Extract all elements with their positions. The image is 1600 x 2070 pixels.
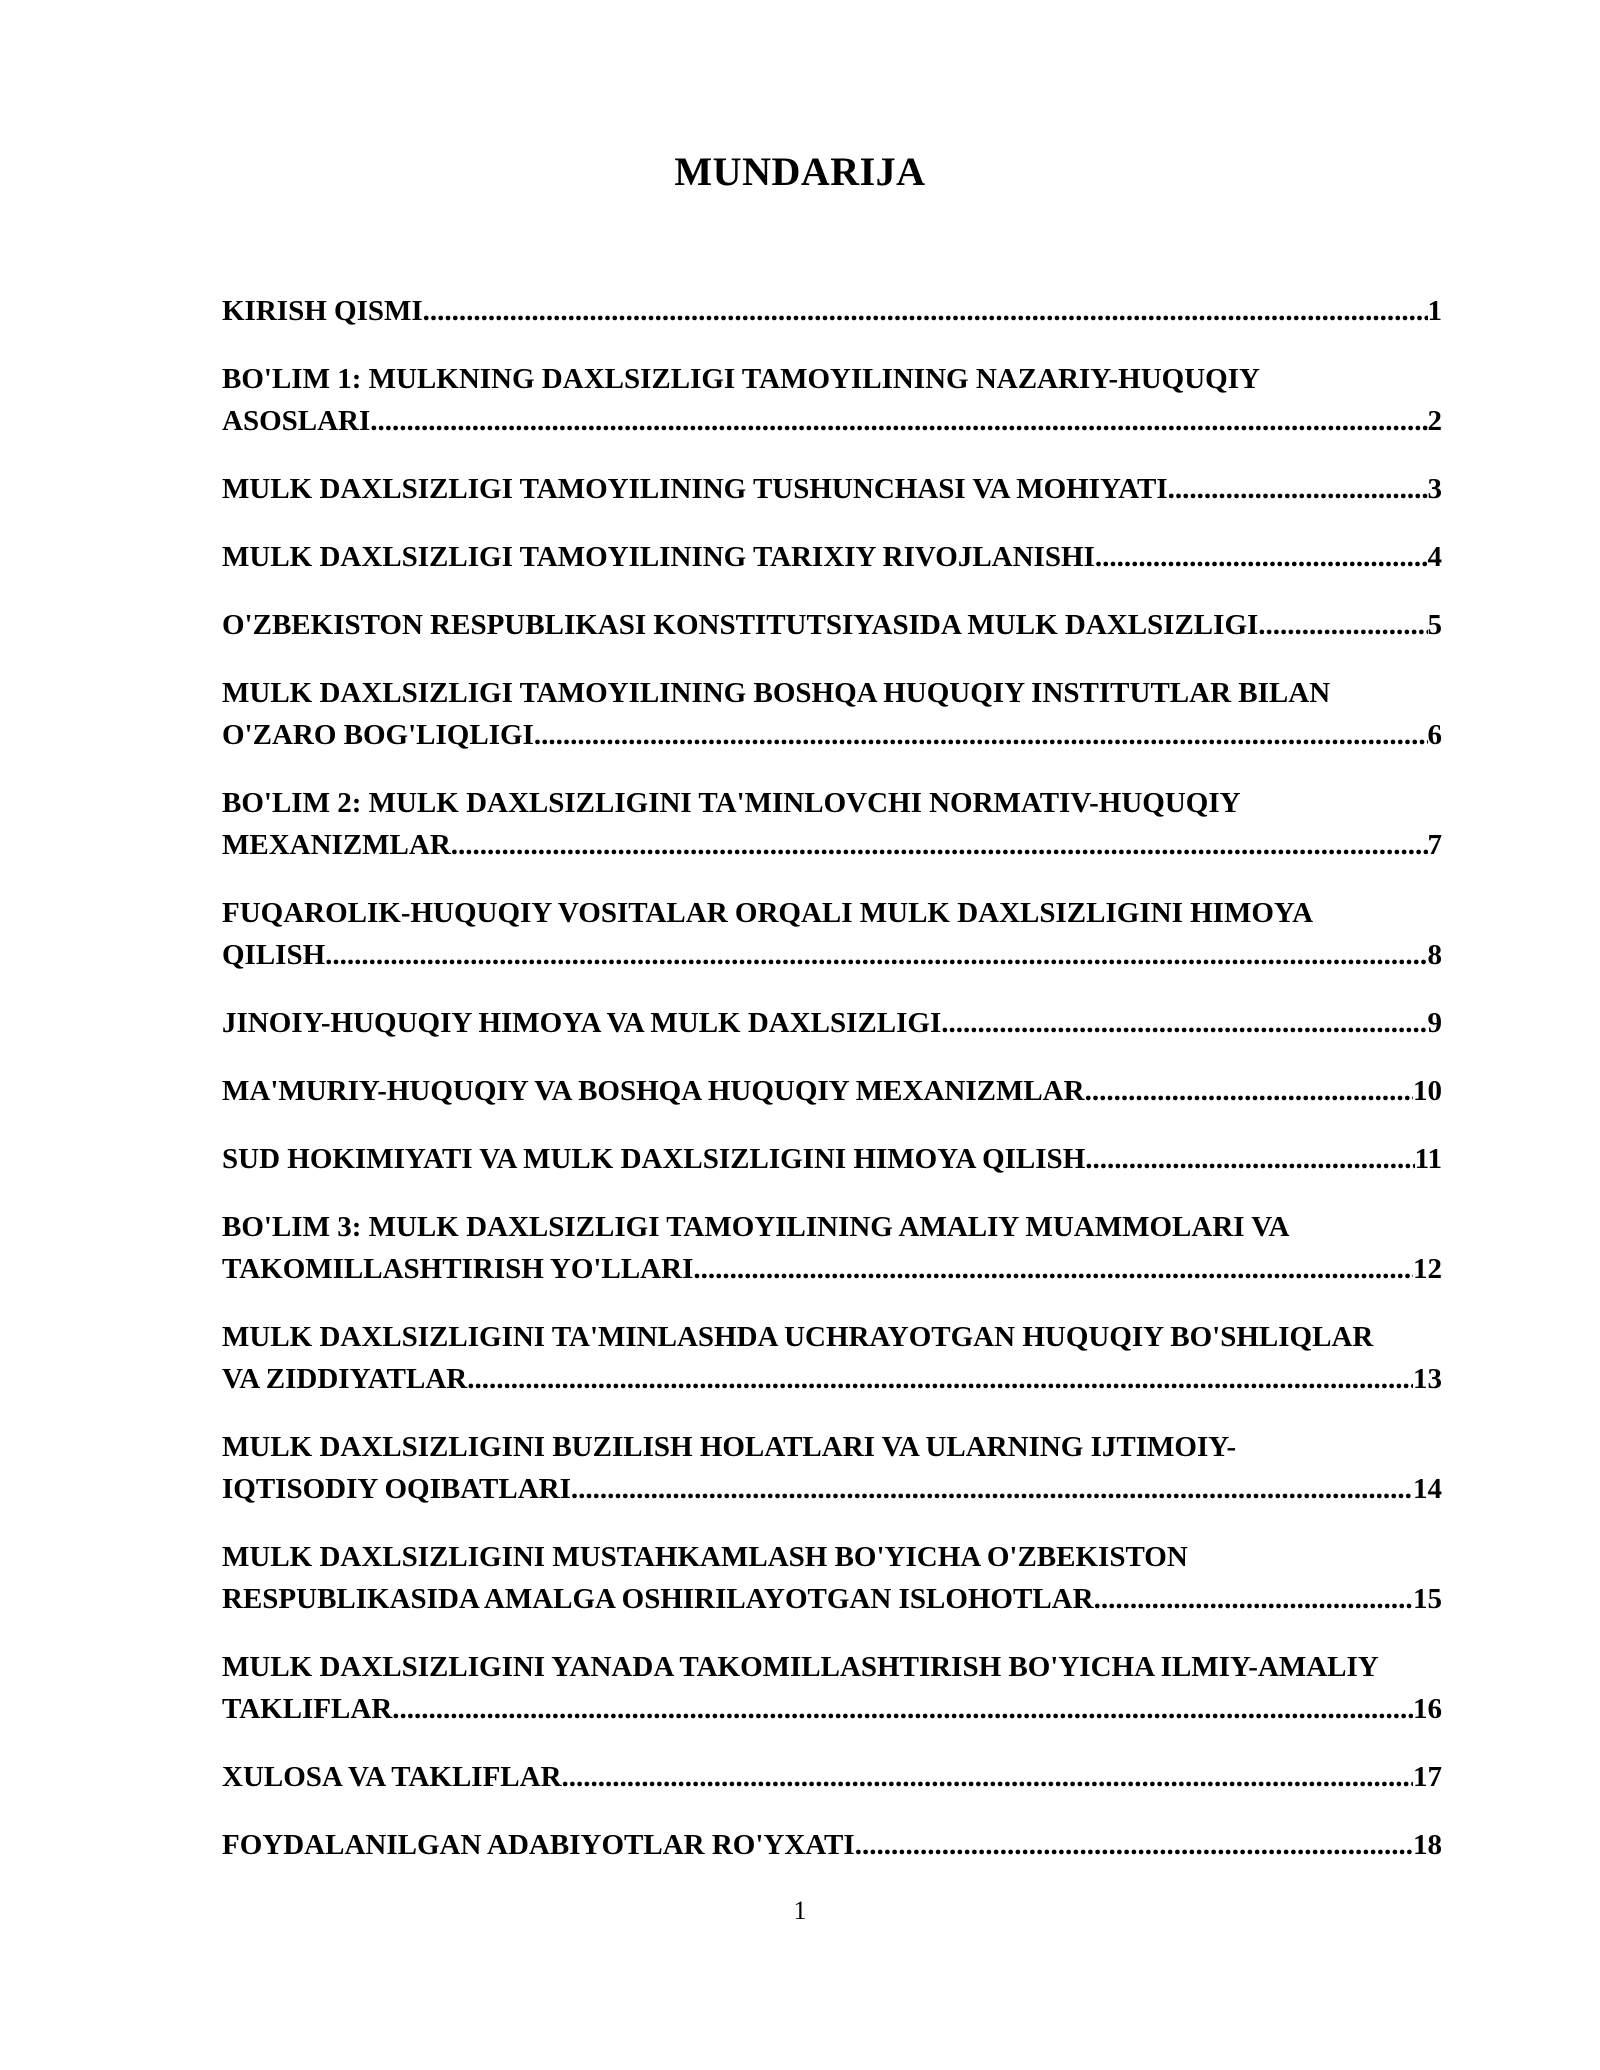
toc-entry-text: MULK DAXLSIZLIGI TAMOYILINING TUSHUNCHASI VA MOHIYATI <box>222 473 1168 505</box>
toc-entry-text: FUQAROLIK-HUQUQIY VOSITALAR ORQALI MULK DAXLSIZLIGINI HIMOYA <box>222 897 1314 929</box>
toc-page-number: 18 <box>1413 1829 1442 1861</box>
dot-leader <box>855 1824 1413 1866</box>
dot-leader <box>451 824 1428 866</box>
toc-page-number: 13 <box>1413 1363 1442 1395</box>
toc-page-number: 14 <box>1413 1473 1442 1505</box>
toc-entry-text: MULK DAXLSIZLIGINI BUZILISH HOLATLARI VA ULARNING IJTIMOIY- <box>222 1431 1237 1463</box>
page-title: MUNDARIJA <box>674 149 926 194</box>
toc-entry-line <box>222 1756 1442 1798</box>
toc-entry-line <box>222 1824 1442 1866</box>
toc-entry-text: MULK DAXLSIZLIGINI YANADA TAKOMILLASHTIRISH BO'YICHA ILMIY-AMALIY <box>222 1651 1379 1683</box>
toc-page-number: 12 <box>1413 1253 1442 1285</box>
toc-entry-text: O'ZARO BOG'LIQLIGI <box>222 719 534 751</box>
toc-entry-text: RESPUBLIKASIDA AMALGA OSHIRILAYOTGAN ISLOHOTLAR <box>222 1583 1094 1615</box>
dot-leader <box>1085 1070 1413 1112</box>
toc-entry-line <box>222 400 1442 442</box>
toc-entry-line <box>222 1002 1442 1044</box>
toc-page-number: 10 <box>1413 1075 1442 1107</box>
toc-page-number: 11 <box>1414 1143 1442 1175</box>
toc-page-number: 6 <box>1427 719 1442 751</box>
dot-leader <box>941 1002 1427 1044</box>
toc-page-number: 16 <box>1413 1693 1442 1725</box>
toc-entry-text: TAKOMILLASHTIRISH YO'LLARI <box>222 1253 694 1285</box>
toc-page-number: 15 <box>1413 1583 1442 1615</box>
dot-leader <box>1168 468 1428 510</box>
dot-leader <box>1085 1138 1414 1180</box>
dot-leader <box>693 1248 1413 1290</box>
toc-entry-text: BO'LIM 1: MULKNING DAXLSIZLIGI TAMOYILINING NAZARIY-HUQUQIY <box>222 363 1260 395</box>
toc-entry-line <box>222 1138 1442 1180</box>
dot-leader <box>392 1688 1413 1730</box>
toc-entry-text: XULOSA VA TAKLIFLAR <box>222 1761 562 1793</box>
toc-entry[interactable] <box>222 1206 1442 1290</box>
toc-entry[interactable] <box>222 1646 1442 1730</box>
toc-entry-line <box>222 1358 1442 1400</box>
toc-entry[interactable] <box>222 1756 1442 1798</box>
dot-leader <box>562 1756 1413 1798</box>
toc-entry-line <box>222 468 1442 510</box>
toc-entry-text: MULK DAXLSIZLIGINI TA'MINLASHDA UCHRAYOTGAN HUQUQIY BO'SHLIQLAR <box>222 1321 1374 1353</box>
toc-entry-line <box>222 1578 1442 1620</box>
toc-entry-text: O'ZBEKISTON RESPUBLIKASI KONSTITUTSIYASIDA MULK DAXLSIZLIGI <box>222 609 1259 641</box>
toc-entry[interactable] <box>222 468 1442 510</box>
toc-entry-line <box>222 714 1442 756</box>
toc-entry[interactable] <box>222 892 1442 976</box>
toc-entry[interactable] <box>222 604 1442 646</box>
toc-entry[interactable] <box>222 672 1442 756</box>
toc-entry-line <box>222 1248 1442 1290</box>
toc-entry-text: SUD HOKIMIYATI VA MULK DAXLSIZLIGINI HIMOYA QILISH <box>222 1143 1086 1175</box>
toc-entry[interactable] <box>222 1138 1442 1180</box>
toc-entry[interactable] <box>222 536 1442 578</box>
toc-entry-text: MEXANIZMLAR <box>222 829 451 861</box>
toc-page-number: 9 <box>1427 1007 1442 1039</box>
toc-entry-line <box>222 604 1442 646</box>
toc-page-number: 1 <box>1427 295 1442 327</box>
toc-entry-line <box>222 1688 1442 1730</box>
toc-entry-text: BO'LIM 2: MULK DAXLSIZLIGINI TA'MINLOVCHI NORMATIV-HUQUQIY <box>222 787 1241 819</box>
toc-entry-text: TAKLIFLAR <box>222 1693 393 1725</box>
toc-entry-text: QILISH <box>222 939 326 971</box>
toc-entry-text: BO'LIM 3: MULK DAXLSIZLIGI TAMOYILINING AMALIY MUAMMOLARI VA <box>222 1211 1290 1243</box>
toc-page-number: 2 <box>1427 405 1442 437</box>
toc-entry-line <box>222 1070 1442 1112</box>
toc-entry-text: VA ZIDDIYATLAR <box>222 1363 468 1395</box>
toc-entry-line <box>222 290 1442 332</box>
toc-entry-line <box>222 934 1442 976</box>
dot-leader <box>534 714 1428 756</box>
toc-entry-text: ASOSLARI <box>222 405 371 437</box>
page-number: 1 <box>793 1896 807 1925</box>
toc-entry[interactable] <box>222 1070 1442 1112</box>
toc-page-number: 7 <box>1427 829 1442 861</box>
toc-entry-text: MULK DAXLSIZLIGINI MUSTAHKAMLASH BO'YICHA O'ZBEKISTON <box>222 1541 1188 1573</box>
toc-entry[interactable] <box>222 1536 1442 1620</box>
toc-entry-text: MA'MURIY-HUQUQIY VA BOSHQA HUQUQIY MEXANIZMLAR <box>222 1075 1085 1107</box>
toc-page-number: 8 <box>1427 939 1442 971</box>
dot-leader <box>1094 1578 1413 1620</box>
toc-entry[interactable] <box>222 290 1442 332</box>
toc-entry-line <box>222 536 1442 578</box>
toc-entry-line <box>222 1468 1442 1510</box>
toc-entry-text: KIRISH QISMI <box>222 295 423 327</box>
dot-leader <box>1258 604 1427 646</box>
toc-entry[interactable] <box>222 1316 1442 1400</box>
table-of-contents <box>222 290 1442 1892</box>
toc-entry-text: MULK DAXLSIZLIGI TAMOYILINING BOSHQA HUQUQIY INSTITUTLAR BILAN <box>222 677 1331 709</box>
toc-entry-text: MULK DAXLSIZLIGI TAMOYILINING TARIXIY RIVOJLANISHI <box>222 541 1095 573</box>
dot-leader <box>571 1468 1413 1510</box>
toc-entry[interactable] <box>222 1426 1442 1510</box>
toc-entry[interactable] <box>222 358 1442 442</box>
dot-leader <box>325 934 1427 976</box>
dot-leader <box>370 400 1427 442</box>
dot-leader <box>1095 536 1428 578</box>
toc-page-number: 4 <box>1427 541 1442 573</box>
dot-leader <box>423 290 1428 332</box>
toc-entry-text: JINOIY-HUQUQIY HIMOYA VA MULK DAXLSIZLIGI <box>222 1007 942 1039</box>
toc-page-number: 5 <box>1427 609 1442 641</box>
toc-entry-line <box>222 824 1442 866</box>
toc-entry-text: FOYDALANILGAN ADABIYOTLAR RO'YXATI <box>222 1829 855 1861</box>
toc-entry[interactable] <box>222 1824 1442 1866</box>
toc-entry[interactable] <box>222 782 1442 866</box>
toc-page-number: 3 <box>1427 473 1442 505</box>
toc-page-number: 17 <box>1413 1761 1442 1793</box>
toc-entry[interactable] <box>222 1002 1442 1044</box>
dot-leader <box>467 1358 1413 1400</box>
toc-entry-text: IQTISODIY OQIBATLARI <box>222 1473 571 1505</box>
